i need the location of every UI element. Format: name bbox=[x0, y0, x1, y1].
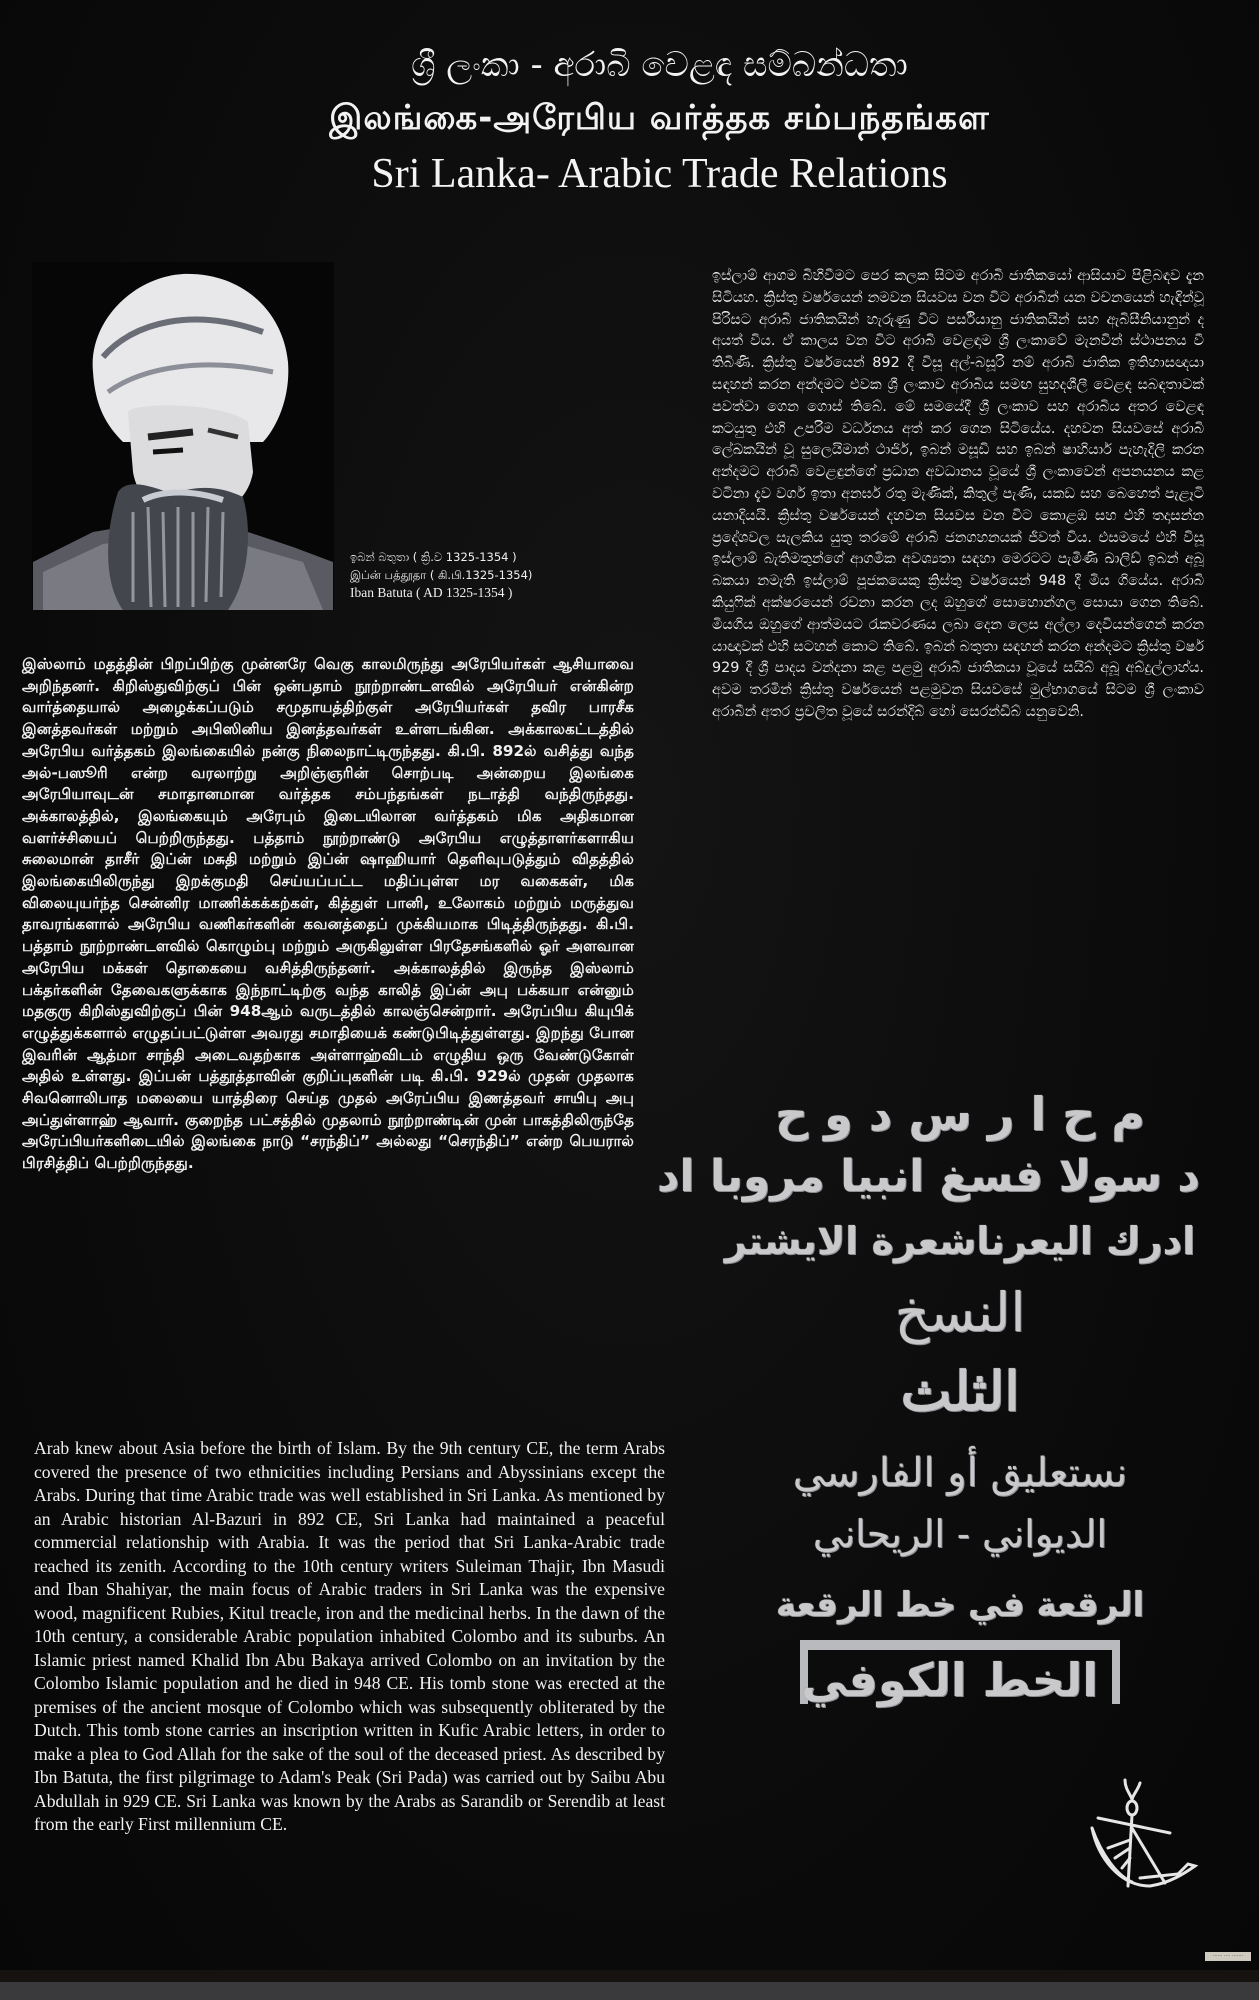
portrait-caption bbox=[350, 548, 532, 602]
boat-figure-icon bbox=[1070, 1778, 1200, 1893]
title-sinhala: ශ්‍රී ලංකා - අරාබි වෙළඳ සම්බන්ධතා bbox=[411, 45, 908, 85]
calligraphy-line-2: د سولا فسغ انبيا مروبا اد bbox=[656, 1151, 1200, 1202]
arabic-calligraphy-samples bbox=[656, 1060, 1200, 1707]
title-tamil: இலங்கை-அரேபிய வர்த்தக சம்பந்தங்கள bbox=[329, 98, 990, 138]
sinhala-paragraph: ඉස්ලාම් ආගම බිහිවීමට පෙර කලක සිටම අරාබි ජාතිකයෝ ආසියාව පිළිබඳව දැන සිටියහ. ක්‍රිස්තු වර්ෂයෙන් නමවන සියවස වන විට අරාබීන් යන වචනයෙන් හැඳින්වූ පිරිසට අරාබි ජාතිකයින් හැරුණු විට පර්සියානු ජාතිකයින් සහ ඇබිසීනියානුන් ද අයත් විය. ඒ කාලය වන විට අරාබි වෙළඳාම ශ්‍රී ලංකාවේ මැනවින් ස්ථාපනය වී තිබිණි. ක්‍රිස්තු වර්ෂයෙන් 892 දී විසූ අල්-බසූරි නම් අරාබි ජාතික ඉතිහාසඥයා සඳහන් කරන අන්දමට එවක ශ්‍රී ලංකාව අරාබිය සමඟ සුහදශීලී වෙළඳ සබඳතාවක් පවත්වා ගෙන ගොස් තිබේ. මේ සමයේදී ශ්‍රී ලංකාව සහ අරාබිය අතර වෙළඳ කටයුතු එහි උපරිම වර්ධනය අත් කර ගෙන සිටියේය. දහවන සියවසේ අරාබි ලේඛකයින් වූ සුලෙයිමාන් ථාජිර්, ඉබන් මසූඩි සහ ඉබන් ෂාහියාර් පැහැදිලි කරන අන්දමට අරාබි වෙළඳුන්ගේ ප්‍රධාන අවධානය වූයේ ශ්‍රී ලංකාවෙන් අපනයනය කළ වටිනා දැව වර්ග ඉතා අනර්ඝ රතු මැණික්, කිතුල් පැණි, යකඩ සහ බෙහෙත් පැළෑටි යනාදියයි. ක්‍රිස්තු වර්ෂයෙන් දහවන සියවස වන විට කොළඹ සහ එහි තදාසන්න ප්‍රදේශවල සැලකිය යුතු තරමේ අරාබි ජනගහනයක් ජීවත් විය. එසමයේ එහි විසූ ඉස්ලාම් බැතිමතුන්ගේ ආගමික අවශ්‍යතා සඳහා මෙරටට පැමිණි ඛාලිඩ් ඉබන් අබූ බකයා නමැති ඉස්ලාම් පූජකයෙකු ක්‍රිස්තු වර්ෂයෙන් 948 දී මිය ගියේය. අරාබි කියුෆික් අක්ෂරයෙන් රචනා කරන ලද ඔහුගේ සොහොන්ගල සොයා ගෙන තිබේ. මියගිය ඔහුගේ ආත්මයට රැකවරණය ලබා දෙන ලෙස අල්ලා දෙවියන්ගෙන් කරන යාඥාවක් එහි සටහන් කොට තිබේ. ඉබන් බතුතා සඳහන් කරන අන්දමට ක්‍රිස්තු වර්ෂ 929 දී ශ්‍රී පාදය වන්දනා කළ පළමු අරාබි ජාතිකයා වූයේ සයිබ් අබූ අබ්දුල්ලාහ්ය. අවම තරමින් ක්‍රිස්තු වර්ෂයෙන් පළමුවන සියවසේ මුල්භාගයේ සිටම ශ්‍රී ලංකාව අරාබීන් අතර ප්‍රචලිත වූයේ සරන්දිබ් හෝ සෙරන්ඩිබ් යනුවෙනි. bbox=[712, 268, 1204, 720]
english-paragraph: Arab knew about Asia before the birth of Islam. By the 9th century CE, the term Arabs covered the presence of two ethnicities including Persians and Abyssinians except the Arabs. During that time Arabic trade was well established in Sri Lanka. As mentioned by an Arabic historian Al-Bazuri in 892 CE, Sri Lanka had maintained a peaceful commercial relationship with Arabia. It was the period that Sri Lanka-Arabic trade reached its zenith. According to the 10th century writers Suleiman Thajir, Ibn Masudi and Iban Shahiyar, the main focus of Arabic traders in Sri Lanka was the expensive wood, magnificent Rubies, Kitul treacle, iron and the medicinal herbs. In the dawn of the 10th century, a considerable Arabic population inhabited Colombo and its suburbs. An Islamic priest named Khalid Ibn Abu Bakaya arrived Colombo on an invitation by the Colombo Islamic population and he died in 948 CE. His tomb stone was erected at the premises of the ancient mosque of Colombo which was subsequently obliterated by the Dutch. This tomb stone carries an inscription written in Kufic Arabic letters, in order to make a plea to God Allah for the sake of the soul of the deceased priest. As described by Ibn Batuta, the first pilgrimage to Adam's Peak (Sri Pada) was carried out by Saibu Abu Abdullah in 929 CE. Sri Lanka was known by the Arabs as Sarandib or Serendib at least from the early First millennium CE. bbox=[34, 1438, 665, 1834]
panel-bottom-edge bbox=[0, 1970, 1259, 1982]
panel-title-block bbox=[0, 40, 1259, 202]
title-english: Sri Lanka- Arabic Trade Relations bbox=[371, 151, 948, 197]
portrait-image bbox=[32, 262, 334, 610]
caption-english: Iban Batuta ( AD 1325-1354 ) bbox=[350, 585, 513, 600]
calligraphy-diwani-rayhani: الديواني - الريحاني bbox=[812, 1512, 1108, 1556]
floor bbox=[0, 1982, 1259, 2000]
tamil-paragraph: இஸ்லாம் மதத்தின் பிறப்பிற்கு முன்னரே வெகு காலமிருந்து அரேபியர்கள் ஆசியாவை அறிந்தனர். கிறிஸ்துவிற்குப் பின் ஒன்பதாம் நூற்றாண்டளவில் அரேபியர் என்கின்ற வார்த்தையால் அழைக்கப்படும் சமுதாயத்திற்குள் அரேபியர்கள் தவிர பாரசீக இனத்தவர்கள் மற்றும் அபிஸினிய இனத்தவர்கள் உள்ளடங்கின. அக்காலகட்டத்தில் அரேபிய வர்த்தகம் இலங்கையில் நன்கு நிலைநாட்டிருந்தது. கி.பி. 892ல் வசித்து வந்த அல்-பஸூரி என்ற வரலாற்று அறிஞ்ஞரின் சொற்படி அன்றைய இலங்கை அரேபியாவுடன் சமாதானமான வர்த்தக சம்பந்தங்கள் நடாத்தி வந்திருந்தது. அக்காலத்தில், இலங்கையும் அரேபும் இடையிலான வர்த்தகம் மிக அதிகமான வளர்ச்சியைப் பெற்றிருந்தது. பத்தாம் நூற்றாண்டு அரேபிய எழுத்தாளர்களாகிய சுலைமான் தாசீர் இப்ன் மசுதி மற்றும் இப்ன் ஷாஹியார் தெளிவுபடுத்தும் விதத்தில் இலங்கையிலிருந்து இறக்குமதி செய்யப்பட்ட மதிப்புள்ள மர வகைகள், மிக விலையுயர்ந்த சென்னிர மாணிக்கக்கற்கள், கித்துள் பானி, உலோகம் மற்றும் மருத்துவ தாவரங்களால் அரேபிய வணிகர்களின் கவனத்தைப் முக்கியமாக பிடித்திருந்தது. கி.பி. பத்தாம் நூற்றாண்டளவில் கொழும்பு மற்றும் அருகிலுள்ள பிரதேசங்களில் ஓர் அளவான அரேபிய மக்கள் தொகையை வசித்திருந்தனர். அக்காலத்தில் இருந்த இஸ்லாம் பக்தர்களின் தேவைகளுக்காக இந்நாட்டிற்கு வந்த காலித் இப்ன் அபு பக்கயா என்னும் மதகுரு கிறிஸ்துவிற்குப் பின் 948ஆம் வருடத்தில் காலஞ்சென்றார். அரேப்பிய கியுபிக் எழுத்துக்களால் எழுதப்பட்டுள்ள அவரது சமாதியைக் கண்டுபிடித்துள்ளது. இறந்து போன இவரின் ஆத்மா சாந்தி அடைவதற்காக அள்ளாஹ்விடம் எழுதிய ஒரு வேண்டுகோள் அதில் உள்ளது. இப்பன் பத்தூத்தாவின் குறிப்புகளின் படி கி.பி. 929ல் முதன் முதலாக சிவனொலிபாத மலையை யாத்திரை செய்த முதல் அரேப்பிய இணத்தவர் சாயிபு அபு அப்துள்ளாஹ் ஆவார். குறைந்த பட்சத்தில் முதலாம் நூற்றாண்டின் முன் பாகத்திலிருந்தே அரேப்பியர்களிடையில் இலங்கை நாடு “சரந்திப்” அல்லது “செரந்திப்” என்ற பெயரால் பிரசித்திப் பெற்றிருந்தது. bbox=[22, 655, 634, 1173]
label-plate: ······ ···· ······· bbox=[1205, 1952, 1251, 1961]
portrait-figure-icon bbox=[32, 262, 334, 610]
caption-tamil: இப்ன் பத்தூதா ( கி.பி.1325-1354) bbox=[350, 568, 533, 582]
calligraphy-nastaliq: نستعليق أو الفارسي bbox=[792, 1450, 1128, 1496]
caption-sinhala: ඉබන් බතුතා ( ක්‍රි.ව 1325-1354 ) bbox=[350, 550, 517, 564]
calligraphy-kufic: الخط الكوفي bbox=[800, 1640, 1120, 1704]
calligraphy-line-3: ادرك اليعرناشعرة الايشتر bbox=[724, 1219, 1196, 1263]
calligraphy-thuluth: الثلث bbox=[900, 1359, 1020, 1423]
calligraphy-line-1: م ح ا ر س د و ح bbox=[774, 1087, 1146, 1141]
calligraphy-ruqah: الرقعة في خط الرقعة bbox=[775, 1585, 1145, 1625]
calligraphy-naskh: النسخ bbox=[894, 1281, 1026, 1344]
